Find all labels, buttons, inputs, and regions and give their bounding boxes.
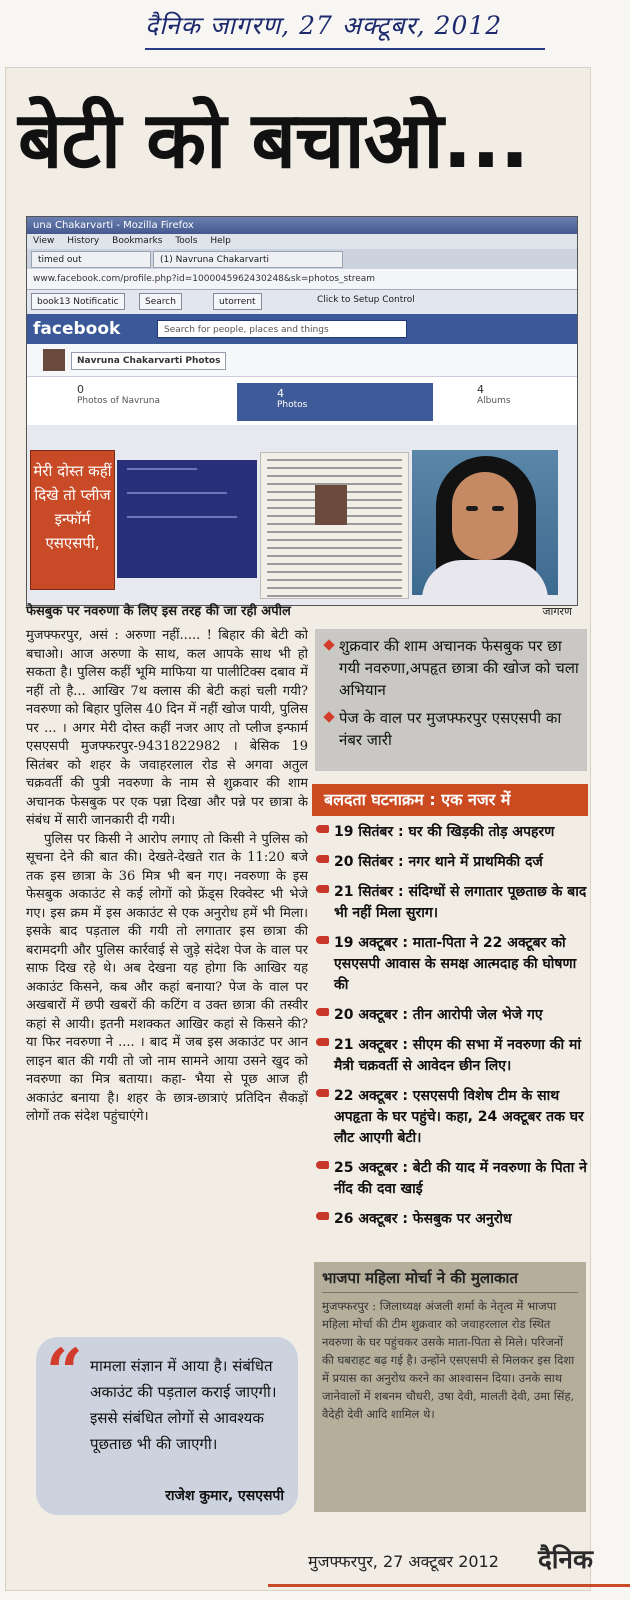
browser-url-bar: www.facebook.com/profile.php?id=1000045962430248&sk=photos_stream (27, 269, 577, 290)
quote-text: मामला संज्ञान में आया है। संबंधित अकाउंट की पड़ताल कराई जाएगी। इससे संबंधित लोगों से आवश्यक पूछताछ भी की जाएगी। (90, 1357, 277, 1453)
facebook-search: Search for people, places and things (157, 320, 407, 338)
highlights-box (315, 629, 587, 771)
pointing-hand-icon (316, 1089, 329, 1097)
stat-photos-of (77, 383, 160, 421)
portrait-photo (412, 450, 558, 595)
thumbnail-photo (315, 485, 347, 525)
menu-item: Bookmarks (112, 236, 163, 246)
toolbar-search: Search (139, 293, 182, 310)
article-paragraph: मुजफ्फरपुर, असं : अरुणा नहीं..... ! बिहार की बेटी को बचाओ। आज अरुणा के साथ, कल आपके साथ भी हो सकता है। पुलिस कहीं भूमि माफिया या पालीटिक्स दबाव में नहीं तो है... आखिर 7थ क्लास की बेटी कहां चली गयी? नवरुणा को बिहार पुलिस 40 दिन में नहीं खोज पायी, पुलिस पर ... । अगर मेरी दोस्त कहीं नजर आए तो प्लीज इन्फार्म एसएसपी मुजफ्फरपुर-9431822982 । बेसिक 19 सितंबर को शहर के जवाहरलाल रोड से अगवा अतुल चक्रवर्ती की पुत्री नवरुणा के नाम से शुक्रवार की शाम अचानक फेसबुक पर एक पन्ना दिखा और पन्ने पर छात्रा के संबंध में सारी जानकारी दी गयी। (26, 628, 308, 828)
toolbar-notifications: book13 Notificatic (31, 293, 125, 310)
pointing-hand-icon (316, 936, 329, 944)
timeline-title: बलदता घटनाक्रम : एक नजर में (312, 784, 588, 816)
browser-tab: timed out (31, 251, 151, 268)
profile-menu-text: Photos (185, 356, 221, 366)
diamond-bullet-icon (323, 711, 334, 722)
highlight-item (325, 635, 579, 701)
stat-label: Photos (277, 400, 308, 410)
bjp-text: मुजफ्फरपुर : जिलाध्यक्ष अंजली शर्मा के नेतृत्व में भाजपा महिला मोर्चा की टीम शुक्रवार को जवाहरलाल रोड स्थित नवरुणा के घर पहुंचकर उसके माता-पिता से मिले। परिजनों की घबराहट बढ़ गई है। उन्होंने एसएसपी से मिलकर इस दिशा में प्रयास का अनुरोध करने का आश्वासन दिया। उनके साथ जानेवालों में शबनम चौधरी, उषा देवी, मालती देवी, उमा सिंह, वैदेही देवी आदि शामिल थे। (322, 1299, 575, 1421)
profile-name-text: Navruna Chakarvarti (77, 356, 183, 366)
highlight-text: पेज के वाल पर मुजफ्फरपुर एसएसपी का नंबर जारी (339, 709, 562, 749)
browser-toolbar (27, 290, 577, 314)
pointing-hand-icon (316, 1212, 329, 1220)
bjp-title: भाजपा महिला मोर्चा ने की मुलाकात (322, 1268, 578, 1293)
pointing-hand-icon (316, 855, 329, 863)
toolbar-torrent: utorrent (213, 293, 262, 310)
stat-photos (237, 383, 433, 421)
timeline-text: 20 अक्टूबर : तीन आरोपी जेल भेजे गए (334, 1007, 543, 1023)
timeline-item (316, 852, 588, 873)
stat-count: 4 (477, 383, 484, 396)
bjp-meeting-box (314, 1262, 586, 1512)
timeline-item (316, 1209, 588, 1230)
diamond-bullet-icon (323, 639, 334, 650)
handwritten-note: दैनिक जागरण, 27 अक्टूबर, 2012 (145, 8, 545, 50)
appeal-box: मेरी दोस्त कहीं दिखे तो प्लीज इन्फॉर्म एसएसपी, (30, 450, 115, 590)
facebook-header (27, 314, 577, 344)
facebook-post-panel (117, 460, 257, 578)
timeline-text: 25 अक्टूबर : बेटी की याद में नवरुणा के पिता ने नींद की दवा खाई (334, 1160, 587, 1197)
quote-author: राजेश कुमार, एसएसपी (165, 1488, 284, 1504)
menu-item: View (33, 236, 55, 246)
timeline-item (316, 1005, 588, 1026)
photo-caption (26, 603, 576, 621)
highlight-item (325, 707, 579, 751)
menu-item: History (67, 236, 100, 246)
quote-mark-icon: “ (46, 1335, 83, 1410)
browser-tab: (1) Navruna Chakarvarti (153, 251, 343, 268)
stat-label: Albums (477, 396, 511, 406)
headline: बेटी को बचाओ... (18, 96, 529, 186)
facebook-photo-stats (27, 377, 577, 425)
stat-albums (477, 383, 511, 421)
timeline-item (316, 822, 588, 843)
facebook-logo: facebook (33, 319, 121, 339)
timeline-text: 21 सितंबर : संदिग्धों से लगातार पूछताछ के बाद भी नहीं मिला सुराग। (334, 884, 587, 921)
newspaper-cutting-thumbnail (260, 452, 409, 599)
menu-item: Help (210, 236, 231, 246)
browser-tab-strip (27, 249, 577, 269)
profile-name (71, 352, 226, 370)
timeline-item (316, 882, 588, 924)
photo-credit: जागरण (542, 605, 572, 618)
pointing-hand-icon (316, 1008, 329, 1016)
timeline-text: 21 अक्टूबर : सीएम की सभा में नवरुणा की मां मैत्री चक्रवर्ती से आवेदन छीन लिए। (334, 1037, 581, 1074)
highlight-text: शुक्रवार की शाम अचानक फेसबुक पर छा गयी नवरुणा,अपहृत छात्रा की खोज को चला अभियान (339, 637, 579, 699)
timeline-item (316, 1035, 588, 1077)
timeline-list (316, 822, 588, 1239)
pointing-hand-icon (316, 885, 329, 893)
timeline-text: 19 सितंबर : घर की खिड़की तोड़ अपहरण (334, 824, 555, 840)
page-footer (268, 1522, 630, 1592)
browser-window-title: una Chakarvarti - Mozilla Firefox (27, 217, 577, 234)
stat-count: 4 (277, 387, 284, 400)
timeline-text: 22 अक्टूबर : एसएसपी विशेष टीम के साथ अपहृता के घर पहुंचे। कहा, 24 अक्टूबर तक घर लौट आएगी बेटी। (334, 1088, 584, 1146)
timeline-item (316, 1158, 588, 1200)
timeline-item (316, 933, 588, 996)
ssp-quote-box (36, 1337, 298, 1515)
article-paragraph: पुलिस पर किसी ने आरोप लगाए तो किसी ने पुलिस को सूचना देने की बात की। देखते-देखते रात के 11:20 बजे तक इस छात्रा के 36 मित्र भी बन गए। नवरुणा के इस फेसबुक अकाउंट से कई लोगों को फ्रेंड्स रिक्वेस्ट भी भेजे गए। इस क्रम में इस अकाउंट से एक अनुरोध हमें भी मिला। इसके बाद पड़ताल की गयी तो लगातार इस छात्रा की बरामदगी और पुलिस कार्रवाई से जुड़े संदेश पेज के वाल पर साफ दिख रहे थे। अब देखना यह होगा कि आखिर यह अकाउंट किसने, कब और कहां बनाया? पेज के वाल पर अखबारों में छपी खबरों की कटिंग व उक्त छात्रा की तस्वीर कहां से आयी। इतनी मशक्कत आखिर कहां से किसने की? या फिर नवरुणा ने .... । बाद में जब इस अकाउंट पर आन लाइन बात की गयी तो जो नाम सामने आया उसने खुद को नवरुणा का मित्र बताया। कहा- भैया से पूछ आज ही अकाउंट बनाया है। शहर के छात्र-छात्राएं प्रतिदिन सैकड़ों लोगों तक संदेश पहुंचाएंगे। (26, 831, 308, 1124)
toolbar-setup: Click to Setup Control (317, 295, 415, 305)
pointing-hand-icon (316, 825, 329, 833)
timeline-text: 26 अक्टूबर : फेसबुक पर अनुरोध (334, 1211, 512, 1227)
footer-rule (268, 1584, 630, 1587)
stat-label: Photos of Navruna (77, 396, 160, 406)
timeline-text: 20 सितंबर : नगर थाने में प्राथमिकी दर्ज (334, 854, 543, 870)
footer-dateline: मुजफ्फरपुर, 27 अक्टूबर 2012 (308, 1552, 499, 1571)
footer-brand: दैनिक (538, 1545, 593, 1575)
facebook-profile-bar (27, 344, 577, 377)
menu-item: Tools (175, 236, 198, 246)
timeline-text: 19 अक्टूबर : माता-पिता ने 22 अक्टूबर को एसएसपी आवास के समक्ष आत्मदाह की घोषणा की (334, 935, 577, 993)
stat-count: 0 (77, 383, 84, 396)
caption-text: फेसबुक पर नवरुणा के लिए इस तरह की जा रही अपील (26, 604, 291, 619)
browser-menu-bar (27, 234, 577, 249)
avatar (43, 349, 65, 371)
pointing-hand-icon (316, 1161, 329, 1169)
timeline-item (316, 1086, 588, 1149)
article-body (26, 627, 308, 1333)
pointing-hand-icon (316, 1038, 329, 1046)
